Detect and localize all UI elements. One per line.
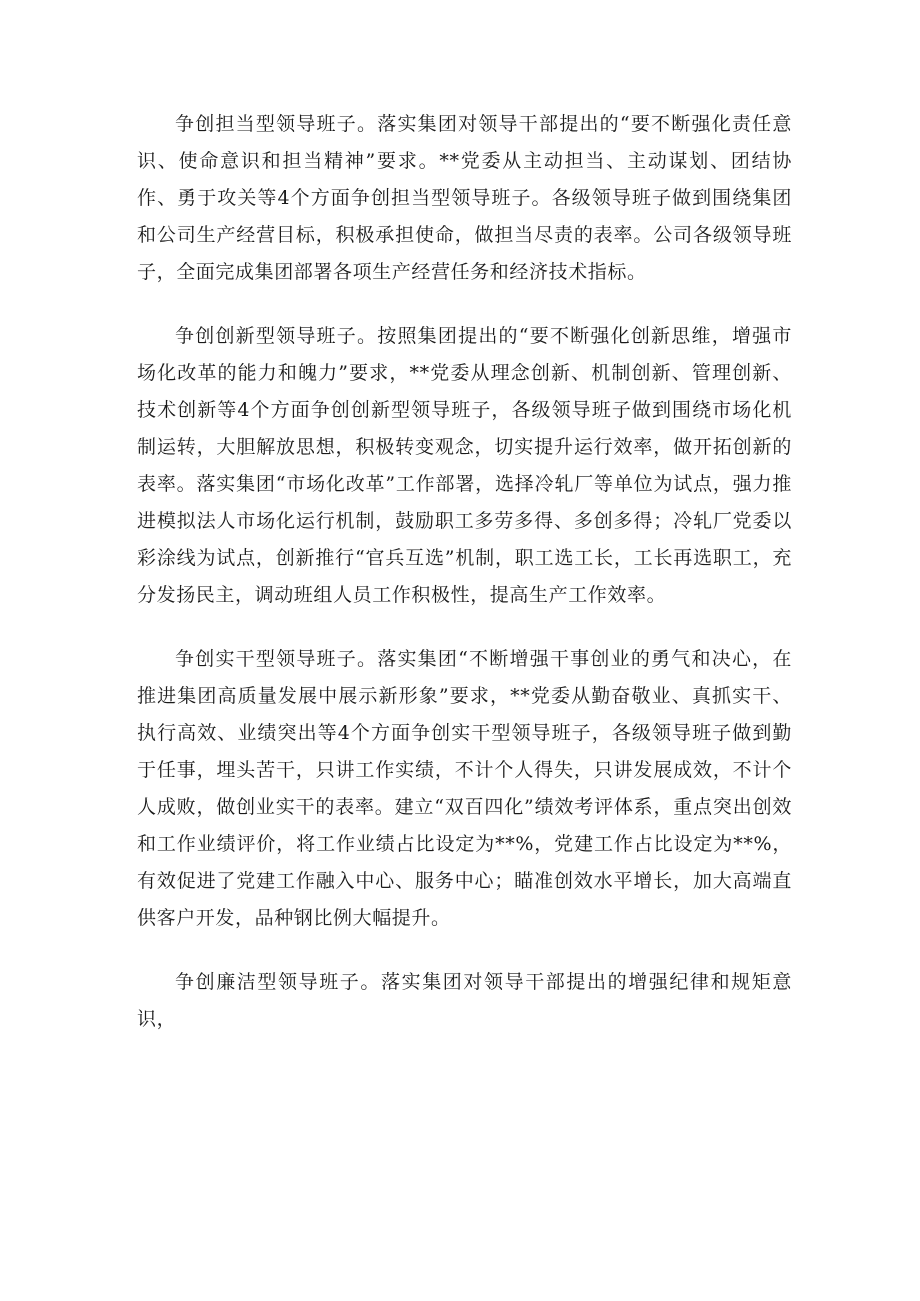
paragraph-accountable-leadership: 争创担当型领导班子。落实集团对领导干部提出的“要不断强化责任意识、使命意识和担当精神”要求。**党委从主动担当、主动谋划、团结协作、勇于攻关等4个方面争创担当型领导班子。各级领导班子做到围绕集团和公司生产经营目标，积极承担使命，做担当尽责的表率。公司各级领导班子，全面完成集团部署各项生产经营任务和经济技术指标。 — [137, 113, 792, 283]
paragraph-pragmatic-leadership: 争创实干型领导班子。落实集团“不断增强干事创业的勇气和决心，在推进集团高质量发展中展示新形象”要求，**党委从勤奋敬业、真抓实干、执行高效、业绩突出等4个方面争创实干型领导班子，各级领导班子做到勤于任事，埋头苦干，只讲工作实绩，不计个人得失，只讲发展成效，不计个人成败，做创业实干的表率。建立“双百四化”绩效考评体系，重点突出创效和工作业绩评价，将工作业绩占比设定为**%，党建工作占比设定为**%，有效促进了党建工作融入中心、服务中心；瞄准创效水平增长，加大高端直供客户开发，品种钢比例大幅提升。 — [137, 648, 792, 929]
paragraph-clean-leadership: 争创廉洁型领导班子。落实集团对领导干部提出的增强纪律和规矩意识， — [137, 971, 792, 1030]
paragraph-innovative-leadership: 争创创新型领导班子。按照集团提出的“要不断强化创新思维，增强市场化改革的能力和魄力”要求，**党委从理念创新、机制创新、管理创新、技术创新等4个方面争创创新型领导班子，各级领导班子做到围绕市场化机制运转，大胆解放思想，积极转变观念，切实提升运行效率，做开拓创新的表率。落实集团“市场化改革”工作部署，选择冷轧厂等单位为试点，强力推进模拟法人市场化运行机制，鼓励职工多劳多得、多创多得；冷轧厂党委以彩涂线为试点，创新推行“官兵互选”机制，职工选工长，工长再选职工，充分发扬民主，调动班组人员工作积极性，提高生产工作效率。 — [137, 325, 792, 606]
